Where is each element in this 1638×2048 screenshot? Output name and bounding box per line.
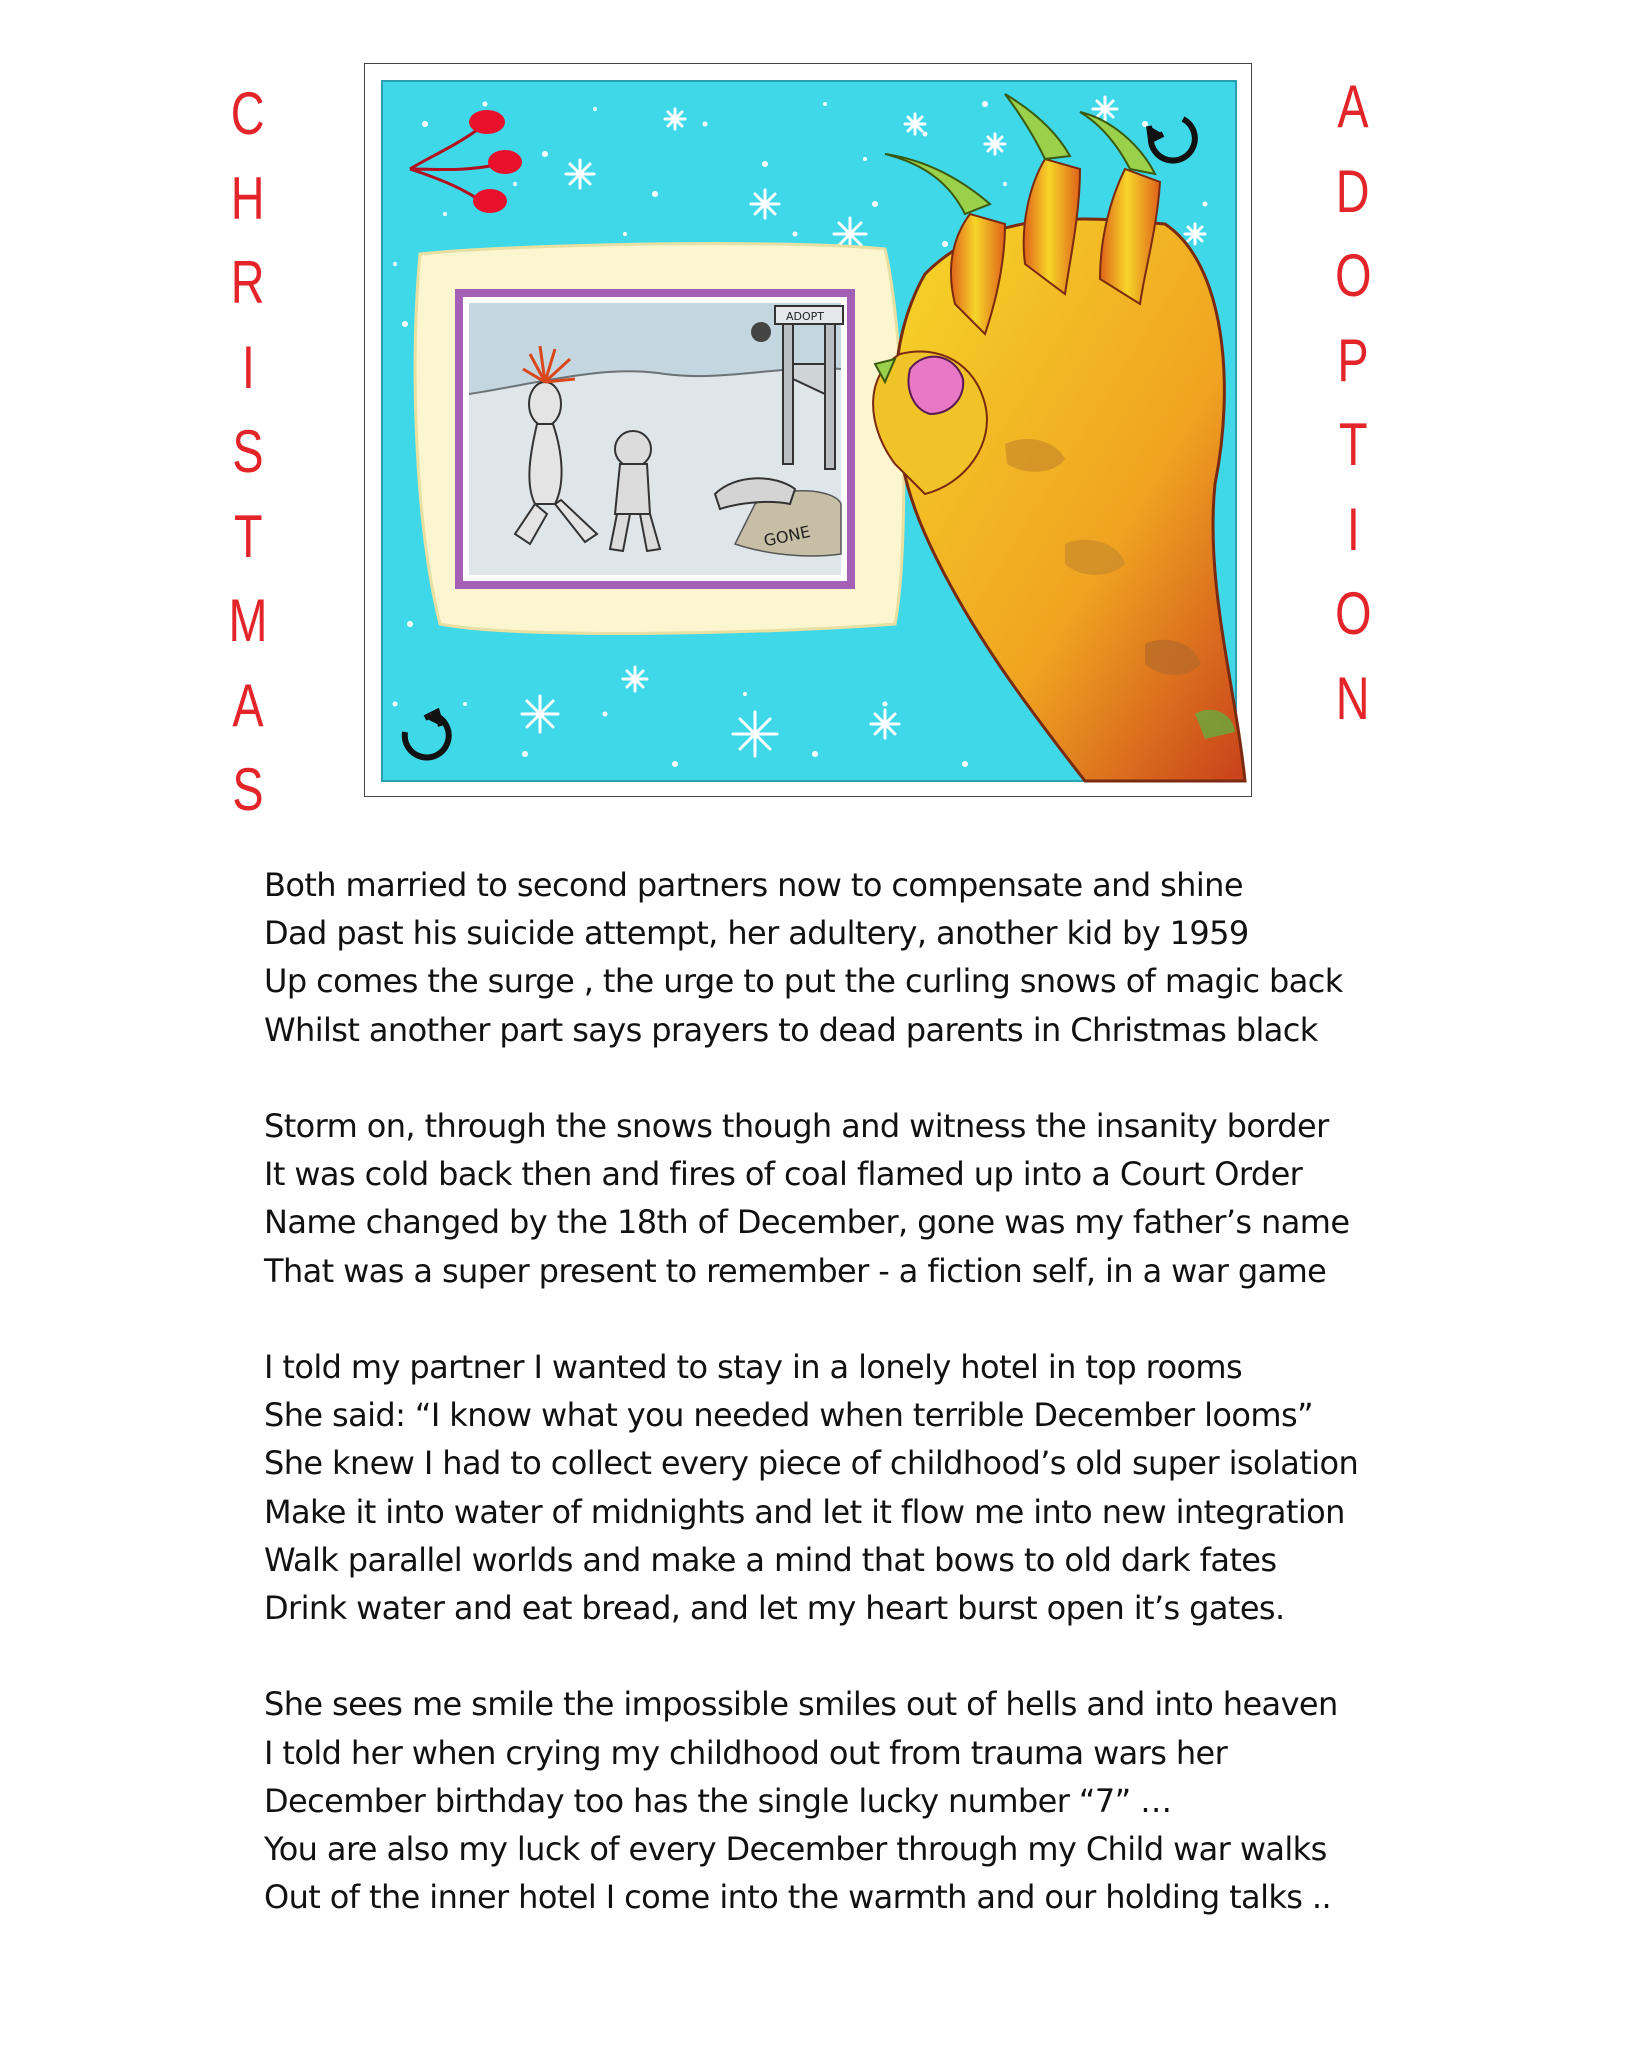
poem-line: She said: “I know what you needed when terrible December looms” [264,1396,1314,1435]
title-letter: T [233,502,263,570]
poem-text [264,861,1564,1970]
poem-line: It was cold back then and fires of coal flamed up into a Court Order [264,1155,1303,1194]
title-letter: S [232,756,264,823]
title-letter: A [232,671,264,739]
poem-line: Storm on, through the snows though and witness the insanity border [264,1107,1329,1145]
poem-stanza [264,1343,1564,1632]
title-letter: I [241,333,255,401]
poem-line: Drink water and eat bread, and let my heart burst open it’s gates. [264,1589,1285,1628]
title-letter: N [1336,664,1370,732]
poem-stanza [264,1680,1564,1921]
title-letter: I [1346,495,1360,563]
title-letter: P [1337,326,1369,394]
poem-line: Both married to second partners now to compensate and shine [264,866,1243,904]
poem-line: Whilst another part says prayers to dead parents in Christmas black [264,1010,1318,1049]
title-letter: R [231,249,265,316]
title-letter: O [1334,580,1372,647]
poem-line: Walk parallel worlds and make a mind that bows to old dark fates [264,1540,1277,1579]
poem-line: Out of the inner hotel I come into the warmth and our holding talks .. [264,1878,1332,1917]
poem-stanza [264,861,1564,1054]
title-letter: O [1334,242,1372,309]
artwork-frame [364,63,1252,797]
title-letter: M [228,587,268,654]
title-letter: S [232,418,264,485]
poem-line: That was a super present to remember - a fiction self, in a war game [264,1251,1327,1290]
title-letter: T [1338,411,1368,478]
poem-line: December birthday too has the single lucky number “7” … [264,1781,1172,1820]
poem-line: She knew I had to collect every piece of childhood’s old super isolation [264,1444,1359,1483]
title-letter: H [231,164,265,232]
poem-line: Make it into water of midnights and let it flow me into new integration [264,1492,1345,1531]
christmas-vertical-title [218,72,278,833]
adopt-sign-text: ADOPT [786,310,825,323]
poem-stanza [264,1102,1564,1295]
poem-line: I told her when crying my childhood out from trauma wars her [264,1733,1228,1772]
title-letter: A [1337,73,1369,140]
christmas-adoption-illustration [365,64,1253,798]
title-letter: C [231,80,265,147]
title-letter: D [1336,157,1370,225]
poem-line: Up comes the surge , the urge to put the curling snows of magic back [264,962,1343,1001]
poem-line: Name changed by the 18th of December, gone was my father’s name [264,1203,1350,1242]
adoption-vertical-title [1323,65,1383,741]
poem-line: You are also my luck of every December through my Child war walks [264,1830,1327,1869]
poem-line: She sees me smile the impossible smiles out of hells and into heaven [264,1685,1338,1724]
poem-line: I told my partner I wanted to stay in a lonely hotel in top rooms [264,1348,1243,1386]
poem-line: Dad past his suicide attempt, her adultery, another kid by 1959 [264,914,1249,953]
gone-ground-text: GONE [762,521,813,551]
